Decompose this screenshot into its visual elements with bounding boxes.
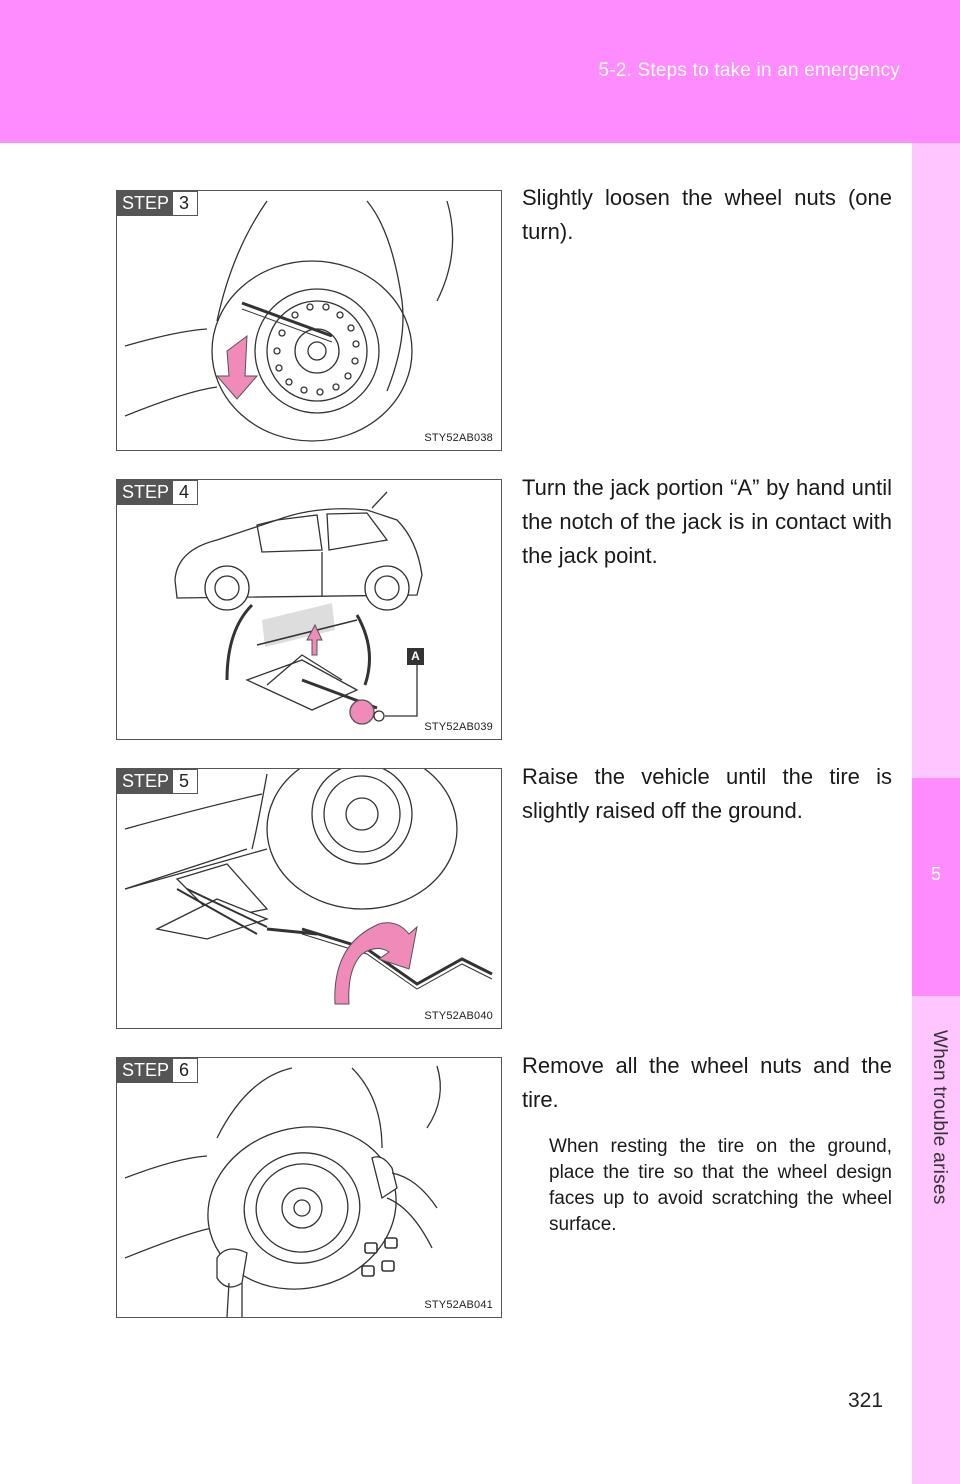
chapter-number-block: [912, 778, 960, 996]
step-badge: [117, 480, 198, 505]
step-3-instruction: Slightly loosen the wheel nuts (one turn).: [522, 185, 892, 244]
page-number: 321: [848, 1389, 884, 1412]
section-title: 5-2. Steps to take in an emergency: [598, 60, 900, 81]
jack-raise-illustration: [117, 769, 501, 1028]
figure-code: STY52AB039: [424, 721, 493, 733]
step-number: 6: [173, 1058, 198, 1083]
figure-code: STY52AB038: [424, 432, 493, 444]
step-number: 4: [173, 480, 198, 505]
step-label: STEP: [117, 1058, 173, 1083]
figure-code: STY52AB040: [424, 1010, 493, 1022]
step-number: 3: [173, 191, 198, 216]
chapter-number: 5: [930, 864, 941, 884]
figure-code: STY52AB041: [424, 1299, 493, 1311]
figure-step-4: [116, 479, 502, 740]
figure-step-5: [116, 768, 502, 1029]
step-4-instruction: Turn the jack portion “A” by hand until the notch of the jack is in contact with the jack point.: [522, 475, 892, 568]
step-badge: [117, 769, 198, 794]
tire-removal-illustration: [117, 1058, 501, 1317]
wheel-loosen-illustration: [117, 191, 501, 450]
figure-step-3: [116, 190, 502, 451]
step-6-note: When resting the tire on the ground, place the tire so that the wheel design faces up to avoid scratching the wheel surface.: [549, 1136, 892, 1235]
step-badge: [117, 1058, 198, 1083]
callout-label-a: A: [407, 648, 424, 665]
step-label: STEP: [117, 191, 173, 216]
step-number: 5: [173, 769, 198, 794]
step-6-instruction: Remove all the wheel nuts and the tire.: [522, 1053, 892, 1112]
jack-position-illustration: [117, 480, 501, 739]
page-header: [0, 0, 960, 143]
step-badge: [117, 191, 198, 216]
step-5-instruction: Raise the vehicle until the tire is slightly raised off the ground.: [522, 764, 892, 823]
chapter-title: When trouble arises: [929, 1030, 950, 1205]
figure-step-6: [116, 1057, 502, 1318]
step-label: STEP: [117, 480, 173, 505]
step-label: STEP: [117, 769, 173, 794]
